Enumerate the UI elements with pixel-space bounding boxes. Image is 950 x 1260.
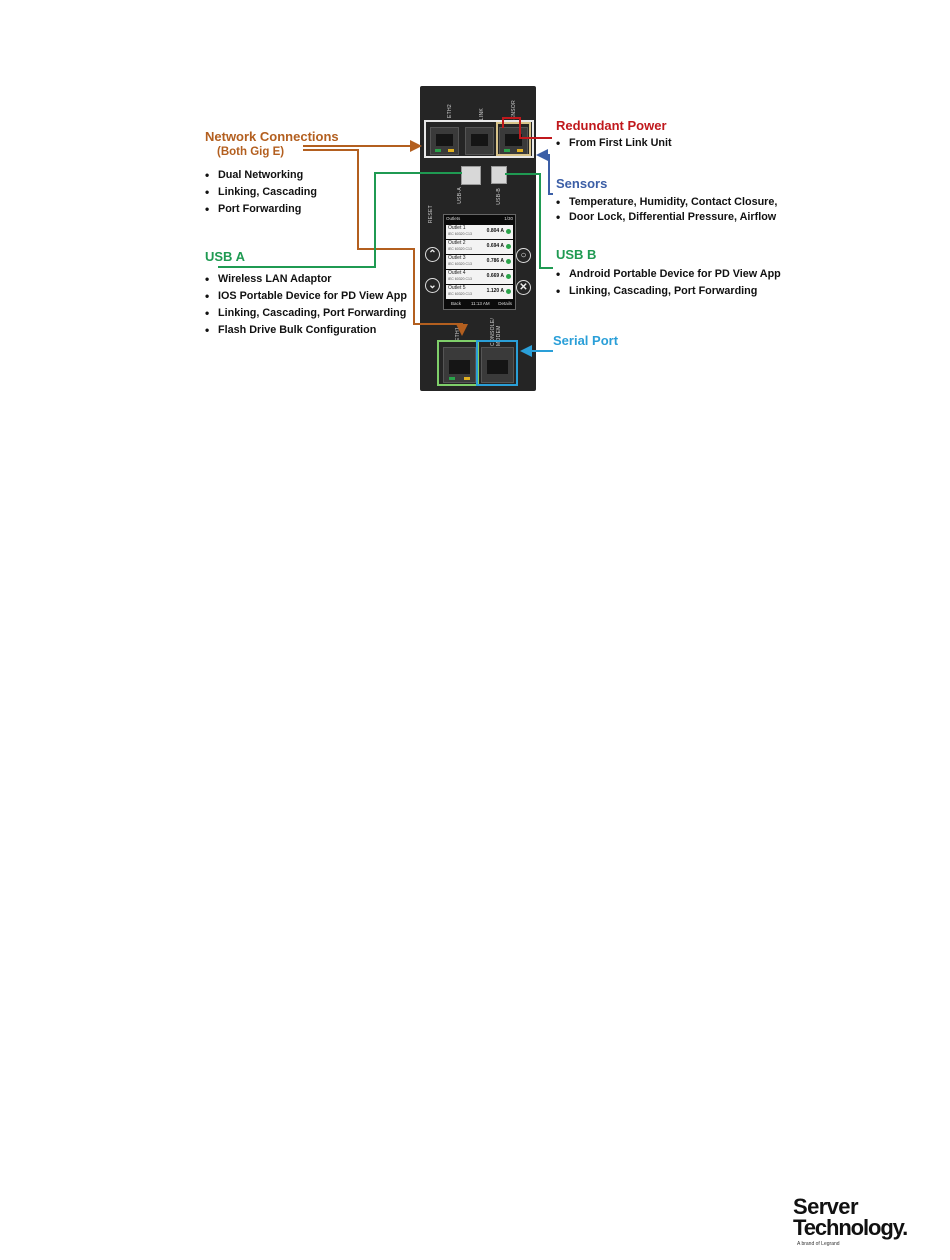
status-dot-icon bbox=[506, 244, 511, 249]
usb-a-title: USB A bbox=[205, 249, 245, 264]
usb-b-label: USB-B bbox=[496, 188, 502, 205]
list-item: • Temperature, Humidity, Contact Closure, bbox=[556, 195, 777, 210]
lcd-outlet-row bbox=[446, 255, 513, 269]
list-item: • Wireless LAN Adaptor bbox=[205, 271, 407, 288]
sensors-title: Sensors bbox=[556, 176, 608, 191]
outlet-current: 0.804 A bbox=[486, 228, 504, 234]
outlet-name: Outlet 2 bbox=[448, 240, 466, 246]
lcd-outlet-row bbox=[446, 285, 513, 299]
usb-b-title: USB B bbox=[556, 247, 597, 262]
lcd-time: 11:13 AM bbox=[471, 301, 490, 306]
lcd-details: Details bbox=[498, 301, 512, 306]
outlet-current: 0.786 A bbox=[486, 258, 504, 264]
sensors-line bbox=[538, 155, 553, 194]
lcd-display bbox=[443, 214, 516, 310]
outlet-name: Outlet 3 bbox=[448, 255, 466, 261]
outlet-type: IEC 60320 C13 bbox=[448, 292, 472, 296]
sensor-port-highlight bbox=[496, 122, 531, 156]
logo-tagline: A brand of Legrand bbox=[797, 1241, 840, 1247]
list-item: • Android Portable Device for PD View App bbox=[556, 266, 781, 283]
outlet-name: Outlet 1 bbox=[448, 225, 466, 231]
eth1-label: ETH1 bbox=[455, 327, 461, 341]
outlet-type: IEC 60320 C13 bbox=[448, 247, 472, 251]
list-item: • Linking, Cascading, Port Forwarding bbox=[556, 283, 781, 300]
console-modem-label: CONSOLE/ MODEM bbox=[490, 317, 502, 346]
network-connections-subtitle: (Both Gig E) bbox=[217, 146, 285, 158]
sensor-port-label: SENSOR bbox=[511, 100, 517, 123]
outlet-type: IEC 60320 C13 bbox=[448, 262, 472, 266]
outlet-type: IEC 60320 C13 bbox=[448, 232, 472, 236]
usb-a-port bbox=[461, 166, 481, 185]
sensors-list bbox=[556, 195, 777, 225]
list-item: • Port Forwarding bbox=[205, 201, 317, 218]
down-button[interactable]: ⌄ bbox=[425, 278, 440, 293]
lcd-page: 1/30 bbox=[504, 216, 513, 221]
console-highlight bbox=[476, 340, 518, 386]
lcd-back: Back bbox=[451, 301, 462, 306]
eth1-highlight bbox=[437, 340, 479, 386]
status-dot-icon bbox=[506, 259, 511, 264]
list-item: • Dual Networking bbox=[205, 167, 317, 184]
redundant-power-list bbox=[556, 135, 672, 152]
up-button[interactable]: ⌃ bbox=[425, 247, 440, 262]
eth2-port-label: ETH2 bbox=[447, 104, 453, 118]
network-connections-title: Network Connections bbox=[205, 129, 339, 144]
list-item: • Linking, Cascading bbox=[205, 184, 317, 201]
list-item: • IOS Portable Device for PD View App bbox=[205, 288, 407, 305]
logo-line2: Technology. bbox=[793, 1215, 908, 1240]
status-dot-icon bbox=[506, 289, 511, 294]
usb-b-list bbox=[556, 266, 781, 300]
list-item: • From First Link Unit bbox=[556, 135, 672, 152]
link-port-label: LINK bbox=[479, 108, 485, 121]
redundant-power-title: Redundant Power bbox=[556, 118, 667, 133]
list-item: • Door Lock, Differential Pressure, Airflow bbox=[556, 210, 777, 225]
lcd-outlet-row bbox=[446, 240, 513, 254]
select-button[interactable]: ○ bbox=[516, 248, 531, 263]
list-item: • Linking, Cascading, Port Forwarding bbox=[205, 305, 407, 322]
lcd-outlet-row bbox=[446, 270, 513, 284]
status-dot-icon bbox=[506, 229, 511, 234]
cancel-button[interactable]: ✕ bbox=[516, 280, 531, 295]
network-connections-list bbox=[205, 167, 317, 218]
logo-line1: Server bbox=[793, 1194, 858, 1219]
usb-a-list bbox=[205, 271, 407, 339]
usb-b-port bbox=[491, 166, 507, 184]
outlet-current: 1.120 A bbox=[486, 288, 504, 294]
serial-port-title: Serial Port bbox=[553, 333, 619, 348]
outlet-name: Outlet 4 bbox=[448, 270, 466, 276]
lcd-header: Outlets bbox=[446, 216, 461, 221]
outlet-current: 0.669 A bbox=[486, 273, 504, 279]
outlet-current: 0.694 A bbox=[486, 243, 504, 249]
outlet-type: IEC 60320 C13 bbox=[448, 277, 472, 281]
reset-label: RESET bbox=[428, 205, 434, 224]
status-dot-icon bbox=[506, 274, 511, 279]
usb-a-label: USB-A bbox=[457, 187, 463, 204]
lcd-outlet-row bbox=[446, 225, 513, 239]
list-item: • Flash Drive Bulk Configuration bbox=[205, 322, 407, 339]
outlet-name: Outlet 5 bbox=[448, 285, 466, 291]
